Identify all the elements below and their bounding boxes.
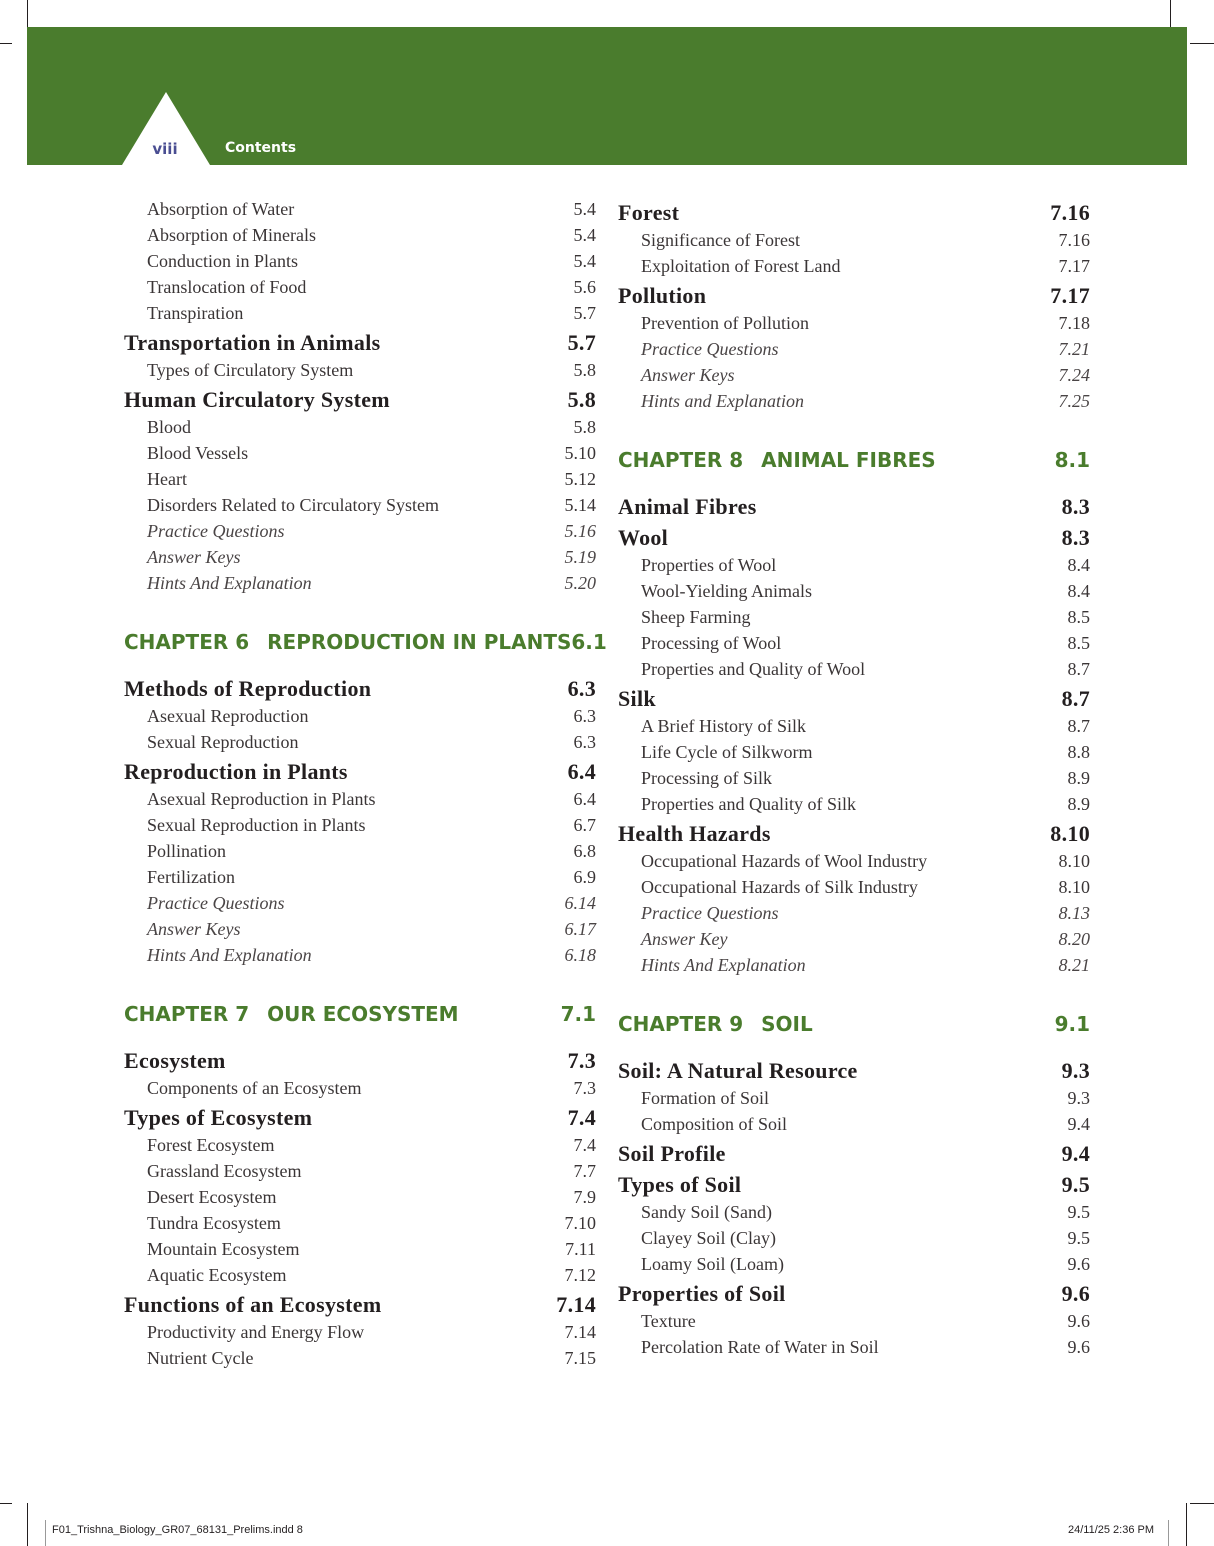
toc-entry-title: Life Cycle of Silkworm — [641, 742, 813, 762]
toc-subsection-entry — [618, 1199, 1090, 1225]
toc-entry-title: Sexual Reproduction in Plants — [147, 815, 366, 835]
toc-entry-title: Soil Profile — [618, 1141, 726, 1166]
toc-page-number: 8.3 — [1061, 525, 1090, 550]
page-number: viii — [152, 140, 178, 158]
toc-subsection-entry — [618, 1085, 1090, 1111]
toc-entry-title: Types of Circulatory System — [147, 360, 354, 380]
toc-section-entry — [618, 1054, 1090, 1085]
toc-entry-title: Grassland Ecosystem — [147, 1161, 302, 1181]
toc-section-entry — [124, 1288, 596, 1319]
toc-page-number: 9.3 — [1067, 1088, 1090, 1108]
toc-page-number: 8.10 — [1058, 851, 1090, 871]
toc-entry-title: Composition of Soil — [641, 1114, 788, 1134]
toc-page-number: 7.16 — [1058, 230, 1090, 250]
toc-page-number: 8.9 — [1067, 768, 1090, 788]
toc-section-entry — [124, 326, 596, 357]
toc-entry-title: Processing of Wool — [641, 633, 782, 653]
toc-entry-title: Practice Questions — [147, 521, 285, 541]
toc-subsection-entry — [124, 196, 596, 222]
crop-mark — [27, 0, 28, 27]
toc-page-number: 8.20 — [1058, 929, 1090, 949]
toc-subsection-entry — [618, 1225, 1090, 1251]
toc-page-number: 7.3 — [573, 1078, 596, 1098]
toc-chapter-heading — [124, 624, 607, 660]
toc-subsection-entry — [618, 362, 1090, 388]
toc-entry-title: Animal Fibres — [618, 494, 757, 519]
toc-subsection-entry — [618, 227, 1090, 253]
toc-subsection-entry — [618, 336, 1090, 362]
toc-subsection-entry — [618, 604, 1090, 630]
toc-entry-title: Properties of Soil — [618, 1281, 786, 1306]
toc-subsection-entry — [618, 848, 1090, 874]
toc-subsection-entry — [124, 942, 596, 968]
toc-entry-title: Asexual Reproduction — [147, 706, 309, 726]
toc-subsection-entry — [124, 1158, 596, 1184]
footer-file: F01_Trishna_Biology_GR07_68131_Prelims.indd 8 — [52, 1524, 303, 1536]
toc-subsection-entry — [618, 253, 1090, 279]
toc-page-number: 8.7 — [1067, 716, 1090, 736]
toc-page-number: 5.8 — [573, 417, 596, 437]
toc-page-number: 7.17 — [1050, 283, 1090, 308]
toc-entry-title: Fertilization — [147, 867, 235, 887]
toc-page-number: 8.4 — [1067, 555, 1090, 575]
toc-entry-title: Disorders Related to Circulatory System — [147, 495, 439, 515]
toc-section-entry — [618, 279, 1090, 310]
toc-page-number: 8.21 — [1058, 955, 1090, 975]
toc-page-number: 7.14 — [556, 1292, 596, 1317]
toc-entry-title: Wool-Yielding Animals — [641, 581, 813, 601]
toc-subsection-entry — [124, 300, 596, 326]
toc-page-number: 5.7 — [573, 303, 596, 323]
toc-subsection-entry — [124, 890, 596, 916]
footer-rule — [45, 1520, 46, 1546]
toc-right-column — [618, 196, 1090, 1360]
toc-entry-title: Transpiration — [147, 303, 244, 323]
toc-subsection-entry — [618, 630, 1090, 656]
toc-entry-title: Reproduction in Plants — [124, 759, 348, 784]
toc-entry-title: Heart — [147, 469, 187, 489]
toc-subsection-entry — [618, 578, 1090, 604]
toc-page-number: 7.10 — [564, 1213, 596, 1233]
toc-page-number: 8.13 — [1058, 903, 1090, 923]
toc-entry-title: Translocation of Food — [147, 277, 307, 297]
toc-page-number: 6.1 — [571, 630, 607, 654]
toc-page-number: 8.9 — [1067, 794, 1090, 814]
toc-subsection-entry — [124, 786, 596, 812]
toc-page-number: 6.8 — [573, 841, 596, 861]
toc-subsection-entry — [124, 222, 596, 248]
toc-page-number: 8.3 — [1061, 494, 1090, 519]
toc-page-number: 6.3 — [573, 732, 596, 752]
toc-section-entry — [618, 817, 1090, 848]
toc-entry-title: Sheep Farming — [641, 607, 751, 627]
chapter-title: OUR ECOSYSTEM — [267, 1002, 459, 1026]
toc-entry-title: Occupational Hazards of Silk Industry — [641, 877, 918, 897]
toc-page-number: 6.3 — [567, 676, 596, 701]
toc-entry-title: Aquatic Ecosystem — [147, 1265, 287, 1285]
toc-page-number: 7.14 — [564, 1322, 596, 1342]
toc-entry-title: Types of Soil — [618, 1172, 742, 1197]
toc-entry-title: Sexual Reproduction — [147, 732, 299, 752]
toc-entry-title: Properties and Quality of Wool — [641, 659, 866, 679]
toc-page-number: 8.10 — [1050, 821, 1090, 846]
toc-entry-title: Texture — [641, 1311, 696, 1331]
chapter-title: ANIMAL FIBRES — [761, 448, 936, 472]
chapter-title: REPRODUCTION IN PLANTS — [267, 630, 572, 654]
toc-subsection-entry — [618, 791, 1090, 817]
toc-section-entry — [618, 682, 1090, 713]
toc-section-entry — [618, 1277, 1090, 1308]
toc-subsection-entry — [124, 1262, 596, 1288]
toc-page-number: 7.15 — [564, 1348, 596, 1368]
toc-subsection-entry — [124, 544, 596, 570]
toc-entry-title: Human Circulatory System — [124, 387, 390, 412]
toc-entry-title: Percolation Rate of Water in Soil — [641, 1337, 879, 1357]
toc-subsection-entry — [618, 1251, 1090, 1277]
toc-entry-title: Practice Questions — [641, 903, 779, 923]
toc-subsection-entry — [124, 357, 596, 383]
toc-chapter-title — [618, 442, 936, 478]
toc-page-number: 6.18 — [564, 945, 596, 965]
toc-page-number: 8.1 — [1054, 448, 1090, 472]
toc-entry-title: Loamy Soil (Loam) — [641, 1254, 784, 1274]
toc-entry-title: Asexual Reproduction in Plants — [147, 789, 376, 809]
toc-entry-title: Clayey Soil (Clay) — [641, 1228, 776, 1248]
toc-subsection-entry — [124, 1236, 596, 1262]
toc-entry-title: A Brief History of Silk — [641, 716, 806, 736]
toc-subsection-entry — [618, 388, 1090, 414]
toc-entry-title: Hints And Explanation — [641, 955, 806, 975]
toc-entry-title: Answer Key — [641, 929, 728, 949]
crop-mark — [0, 43, 12, 44]
toc-subsection-entry — [124, 729, 596, 755]
toc-section-entry — [618, 521, 1090, 552]
toc-page-number: 5.10 — [564, 443, 596, 463]
toc-subsection-entry — [124, 414, 596, 440]
toc-entry-title: Exploitation of Forest Land — [641, 256, 841, 276]
footer-rule — [1168, 1520, 1169, 1546]
chapter-label: CHAPTER 7 — [124, 1002, 250, 1026]
toc-subsection-entry — [124, 1319, 596, 1345]
toc-section-entry — [124, 383, 596, 414]
toc-page-number: 9.3 — [1061, 1058, 1090, 1083]
toc-entry-title: Occupational Hazards of Wool Industry — [641, 851, 928, 871]
toc-page-number: 5.12 — [564, 469, 596, 489]
toc-entry-title: Health Hazards — [618, 821, 771, 846]
toc-entry-title: Tundra Ecosystem — [147, 1213, 281, 1233]
toc-entry-title: Types of Ecosystem — [124, 1105, 313, 1130]
toc-subsection-entry — [124, 440, 596, 466]
toc-page-number: 5.14 — [564, 495, 596, 515]
toc-page-number: 7.25 — [1058, 391, 1090, 411]
toc-entry-title: Pollution — [618, 283, 707, 308]
toc-entry-title: Formation of Soil — [641, 1088, 770, 1108]
toc-subsection-entry — [124, 518, 596, 544]
toc-page-number: 9.6 — [1067, 1254, 1090, 1274]
toc-section-entry — [124, 1101, 596, 1132]
toc-entry-title: Pollination — [147, 841, 227, 861]
toc-entry-title: Answer Keys — [147, 547, 241, 567]
toc-page-number: 9.4 — [1061, 1141, 1090, 1166]
toc-page-number: 5.4 — [573, 199, 596, 219]
toc-entry-title: Absorption of Water — [147, 199, 295, 219]
toc-section-entry — [124, 755, 596, 786]
toc-page-number: 6.4 — [573, 789, 596, 809]
toc-page-number: 8.8 — [1067, 742, 1090, 762]
toc-subsection-entry — [124, 1075, 596, 1101]
toc-page-number: 6.3 — [573, 706, 596, 726]
toc-subsection-entry — [124, 864, 596, 890]
toc-entry-title: Blood — [147, 417, 192, 437]
toc-page-number: 9.5 — [1067, 1202, 1090, 1222]
chapter-label: CHAPTER 9 — [618, 1012, 744, 1036]
toc-entry-title: Forest — [618, 200, 680, 225]
toc-chapter-title — [124, 996, 459, 1032]
toc-entry-title: Hints And Explanation — [147, 573, 312, 593]
toc-page-number: 7.24 — [1058, 365, 1090, 385]
toc-section-entry — [618, 1137, 1090, 1168]
toc-entry-title: Processing of Silk — [641, 768, 773, 788]
toc-entry-title: Absorption of Minerals — [147, 225, 316, 245]
toc-subsection-entry — [124, 703, 596, 729]
toc-page-number: 7.4 — [573, 1135, 596, 1155]
toc-subsection-entry — [618, 952, 1090, 978]
toc-chapter-heading — [618, 1006, 1090, 1042]
toc-entry-title: Answer Keys — [147, 919, 241, 939]
toc-entry-title: Forest Ecosystem — [147, 1135, 275, 1155]
toc-entry-title: Soil: A Natural Resource — [618, 1058, 858, 1083]
toc-entry-title: Conduction in Plants — [147, 251, 299, 271]
toc-section-entry — [618, 196, 1090, 227]
toc-page-number: 9.1 — [1054, 1012, 1090, 1036]
toc-page-number: 5.4 — [573, 225, 596, 245]
crop-mark — [0, 1503, 12, 1504]
toc-subsection-entry — [124, 466, 596, 492]
toc-entry-title: Practice Questions — [641, 339, 779, 359]
toc-entry-title: Transportation in Animals — [124, 330, 381, 355]
toc-page-number: 9.4 — [1067, 1114, 1090, 1134]
crop-mark — [1190, 43, 1214, 44]
toc-chapter-title — [618, 1006, 813, 1042]
toc-subsection-entry — [618, 765, 1090, 791]
crop-mark — [1190, 1503, 1214, 1504]
toc-page-number: 8.4 — [1067, 581, 1090, 601]
toc-subsection-entry — [124, 1210, 596, 1236]
toc-subsection-entry — [124, 1132, 596, 1158]
toc-page-number: 5.8 — [573, 360, 596, 380]
toc-subsection-entry — [124, 248, 596, 274]
toc-entry-title: Properties and Quality of Silk — [641, 794, 856, 814]
toc-subsection-entry — [124, 274, 596, 300]
toc-entry-title: Hints And Explanation — [147, 945, 312, 965]
toc-page-number: 7.17 — [1058, 256, 1090, 276]
toc-page-number: 7.11 — [565, 1239, 596, 1259]
toc-page-number: 8.7 — [1067, 659, 1090, 679]
crop-mark — [1186, 1503, 1187, 1546]
toc-page-number: 9.5 — [1067, 1228, 1090, 1248]
toc-page-number: 7.21 — [1058, 339, 1090, 359]
toc-entry-title: Nutrient Cycle — [147, 1348, 254, 1368]
toc-page-number: 7.9 — [573, 1187, 596, 1207]
toc-subsection-entry — [618, 1334, 1090, 1360]
toc-entry-title: Blood Vessels — [147, 443, 249, 463]
toc-page-number: 7.7 — [573, 1161, 596, 1181]
toc-page-number: 7.18 — [1058, 313, 1090, 333]
toc-chapter-heading — [124, 996, 596, 1032]
crop-mark — [27, 1503, 28, 1546]
toc-subsection-entry — [124, 838, 596, 864]
toc-page-number: 5.4 — [573, 251, 596, 271]
toc-page-number: 8.7 — [1061, 686, 1090, 711]
toc-page-number: 7.16 — [1050, 200, 1090, 225]
toc-entry-title: Components of an Ecosystem — [147, 1078, 362, 1098]
toc-section-entry — [618, 490, 1090, 521]
toc-entry-title: Answer Keys — [641, 365, 735, 385]
toc-entry-title: Properties of Wool — [641, 555, 777, 575]
toc-section-entry — [618, 1168, 1090, 1199]
footer-timestamp: 24/11/25 2:36 PM — [1068, 1524, 1155, 1536]
toc-subsection-entry — [618, 1111, 1090, 1137]
toc-page-number: 7.4 — [567, 1105, 596, 1130]
toc-page-number: 9.6 — [1061, 1281, 1090, 1306]
toc-page-number: 5.20 — [564, 573, 596, 593]
header-title: Contents — [225, 140, 297, 156]
toc-page-number: 7.12 — [564, 1265, 596, 1285]
toc-subsection-entry — [618, 1308, 1090, 1334]
toc-subsection-entry — [618, 713, 1090, 739]
toc-subsection-entry — [618, 552, 1090, 578]
chapter-label: CHAPTER 6 — [124, 630, 250, 654]
toc-entry-title: Prevention of Pollution — [641, 313, 809, 333]
toc-page-number: 6.14 — [564, 893, 596, 913]
toc-page-number: 6.7 — [573, 815, 596, 835]
toc-entry-title: Desert Ecosystem — [147, 1187, 277, 1207]
toc-page-number: 7.3 — [567, 1048, 596, 1073]
chapter-title: SOIL — [761, 1012, 813, 1036]
toc-page-number: 6.17 — [564, 919, 596, 939]
toc-entry-title: Functions of an Ecosystem — [124, 1292, 382, 1317]
toc-subsection-entry — [124, 916, 596, 942]
toc-page-number: 6.9 — [573, 867, 596, 887]
toc-entry-title: Ecosystem — [124, 1048, 226, 1073]
toc-entry-title: Sandy Soil (Sand) — [641, 1202, 773, 1222]
toc-page-number: 5.19 — [564, 547, 596, 567]
toc-page-number: 9.6 — [1067, 1337, 1090, 1357]
toc-subsection-entry — [618, 739, 1090, 765]
toc-subsection-entry — [124, 570, 596, 596]
toc-page-number: 5.8 — [567, 387, 596, 412]
toc-page-number: 6.4 — [567, 759, 596, 784]
toc-subsection-entry — [124, 492, 596, 518]
toc-chapter-heading — [618, 442, 1090, 478]
toc-entry-title: Wool — [618, 525, 669, 550]
toc-entry-title: Productivity and Energy Flow — [147, 1322, 365, 1342]
toc-page-number: 8.5 — [1067, 633, 1090, 653]
toc-section-entry — [124, 1044, 596, 1075]
toc-subsection-entry — [618, 656, 1090, 682]
toc-entry-title: Mountain Ecosystem — [147, 1239, 300, 1259]
toc-entry-title: Practice Questions — [147, 893, 285, 913]
toc-subsection-entry — [618, 900, 1090, 926]
toc-page-number: 8.5 — [1067, 607, 1090, 627]
toc-subsection-entry — [124, 1184, 596, 1210]
toc-page-number: 7.1 — [560, 1002, 596, 1026]
toc-page-number: 8.10 — [1058, 877, 1090, 897]
toc-entry-title: Methods of Reproduction — [124, 676, 372, 701]
crop-mark — [1170, 0, 1171, 27]
toc-subsection-entry — [618, 874, 1090, 900]
toc-chapter-title — [124, 624, 571, 660]
toc-page-number: 9.5 — [1061, 1172, 1090, 1197]
toc-entry-title: Significance of Forest — [641, 230, 800, 250]
toc-subsection-entry — [124, 1345, 596, 1371]
toc-left-column — [124, 196, 607, 1371]
toc-section-entry — [124, 672, 596, 703]
chapter-label: CHAPTER 8 — [618, 448, 744, 472]
toc-subsection-entry — [124, 812, 596, 838]
toc-subsection-entry — [618, 926, 1090, 952]
toc-page-number: 5.16 — [564, 521, 596, 541]
toc-entry-title: Silk — [618, 686, 656, 711]
toc-page-number: 5.7 — [567, 330, 596, 355]
toc-page-number: 5.6 — [573, 277, 596, 297]
toc-page-number: 9.6 — [1067, 1311, 1090, 1331]
toc-entry-title: Hints and Explanation — [641, 391, 804, 411]
toc-subsection-entry — [618, 310, 1090, 336]
